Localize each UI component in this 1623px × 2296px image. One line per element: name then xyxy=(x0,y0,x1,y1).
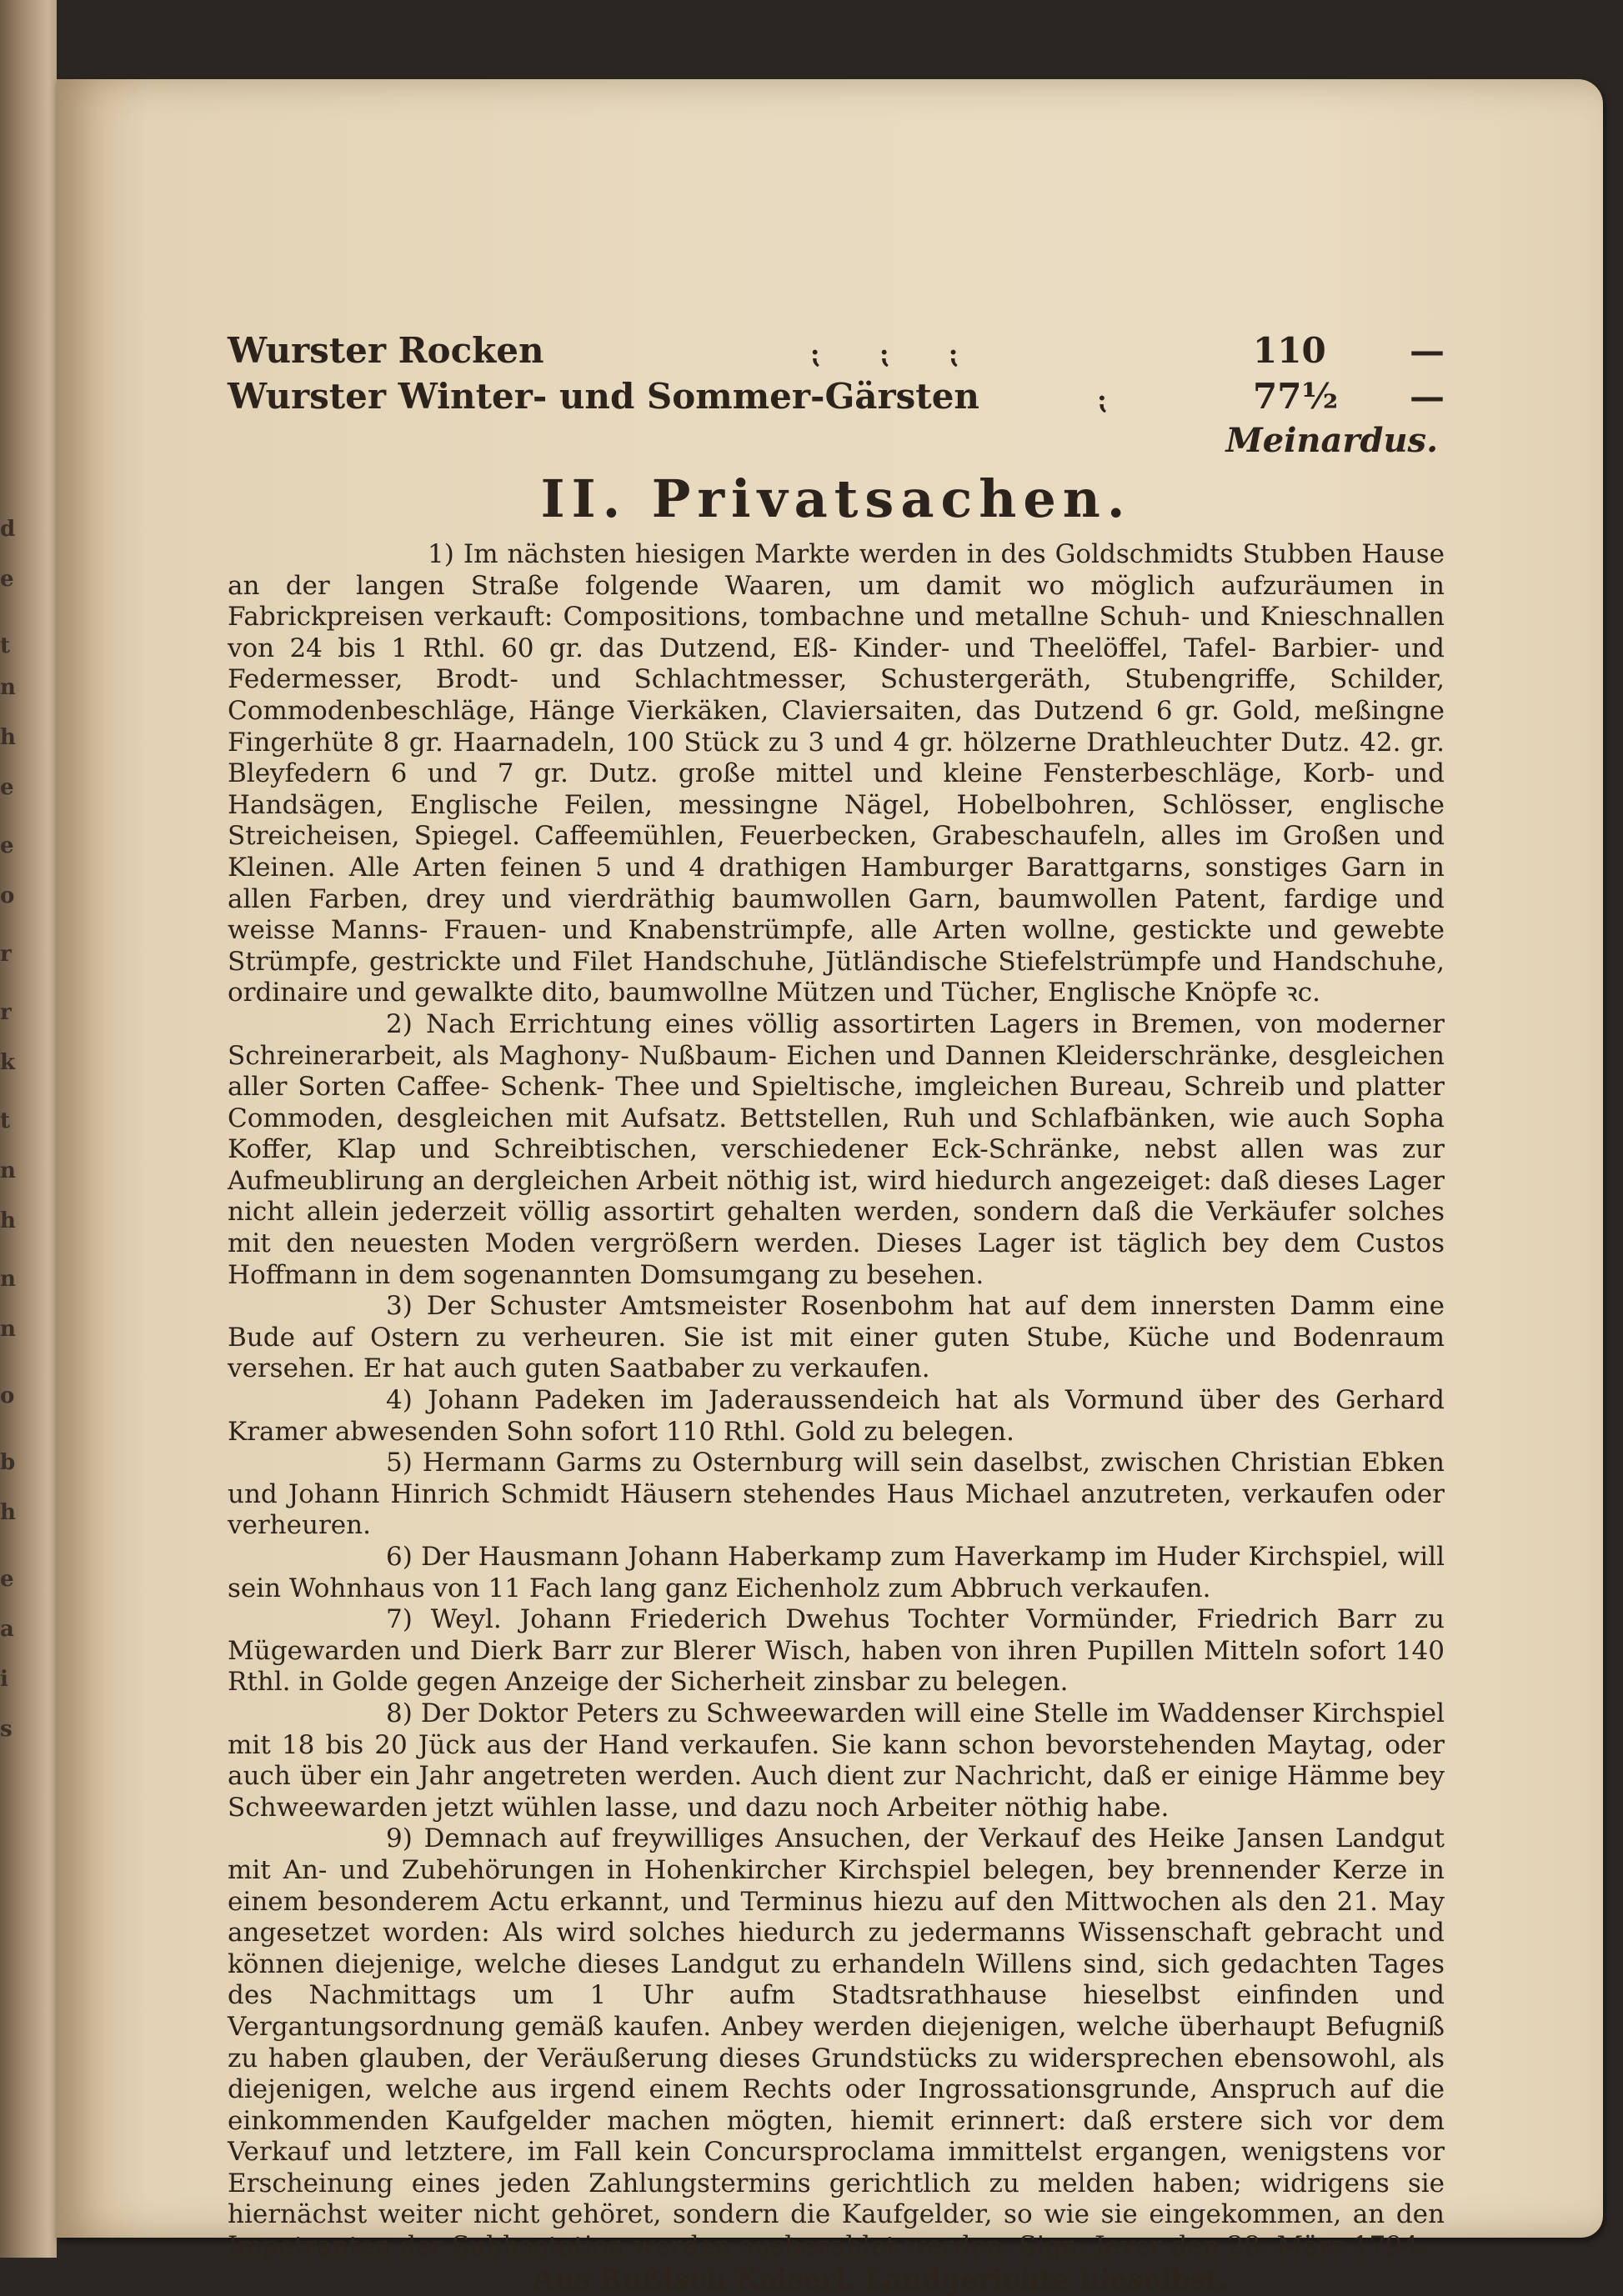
margin-fragment: r xyxy=(0,1000,12,1025)
margin-fragment: a xyxy=(0,1617,14,1642)
footer-note: Aus Rußisch Kaiserl. Landgerichte hieselbst. xyxy=(533,2262,1228,2295)
margin-fragment: e xyxy=(0,775,14,800)
paragraph-7: 7) Weyl. Johann Friederich Dwehus Tochter Vormünder, Friedrich Barr zu Mügewarden und Dierk Barr zur Blerer Wisch, haben von ihren Pupillen Mitteln sofort 140 Rthl. in Golde gegen Anzeige der Sicherheit zinsbar zu belegen. xyxy=(228,1604,1445,1698)
price-item-name: Wurster Winter- und Sommer-Gärsten xyxy=(228,376,979,417)
paragraph-4: 4) Johann Padeken im Jaderaussendeich hat als Vormund über des Gerhard Kramer abwesenden Sohn sofort 110 Rthl. Gold zu belegen. xyxy=(228,1385,1445,1447)
page xyxy=(57,79,1603,2295)
margin-fragment: i xyxy=(0,1667,8,1692)
price-row: Wurster Rocken ⁏ ⁏ ⁏ 110 — xyxy=(228,330,1445,371)
price-row: Wurster Winter- und Sommer-Gärsten ⁏ 77½ — xyxy=(228,376,1445,417)
margin-fragment: e xyxy=(0,567,14,592)
paragraph-1: 1) Im nächsten hiesigen Markte werden in des Goldschmidts Stubben Hause an der langen Straße folgende Waaren, um damit wo möglich aufzuräumen in Fabrickpreisen verkauft: Compositions, tombachne und metallne Schuh- und Knieschnallen von 24 bis 1 Rthl. 60 gr. das Dutzend, Eß- Kinder- und Theelöffel, Tafel- Barbier- und Federmesser, Brodt- und Schlachtmesser, Schustergeräth, Stubengriffe, Schilder, Commodenbeschläge, Hänge Vierkäken, Claviersaiten, das Dutzend 6 gr. Gold, meßingne Fingerhüte 8 gr. Haarnadeln, 100 Stück zu 3 und 4 gr. hölzerne Drathleuchter Dutz. 42. gr. Bleyfedern 6 und 7 gr. Dutz. große mittel und kleine Fensterbeschläge, Korb- und Handsägen, Englische Feilen, messingne Nägel, Hobelbohren, Schlösser, englische Streicheisen, Spiegel. Caffeemühlen, Feuerbecken, Grabeschaufeln, alles im Großen und Kleinen. Alle Arten feinen 5 und 4 drathigen Hamburger Barattgarns, sonstiges Garn in allen Farben, drey und vierdräthig baumwollen Garn, baumwollen Patent, fardige und weisse Manns- Frauen- und Knabenstrümpfe, alle Arten wollne, gestickte und gewebte Strümpfe, gestrickte und Filet Handschuhe, Jütländische Stiefelstrümpfe und Handschuhe, ordinaire und gewalkte dito, baumwollne Mützen und Tücher, Englische Knöpfe ꝛc. xyxy=(228,539,1445,1008)
price-value: 110 xyxy=(1253,330,1326,371)
margin-fragment: e xyxy=(0,833,14,858)
left-page-edge xyxy=(0,0,57,2258)
margin-fragment: t xyxy=(0,633,11,658)
price-value: 77½ xyxy=(1253,376,1339,417)
margin-fragment: n xyxy=(0,675,16,700)
margin-fragment: n xyxy=(0,1317,16,1342)
paragraph-5: 5) Hermann Garms zu Osternburg will sein daselbst, zwischen Christian Ebken und Johann Hinrich Schmidt Häusern stehendes Haus Michael anzutreten, verkaufen oder verheuren. xyxy=(228,1448,1445,1541)
margin-fragment: s xyxy=(0,1717,13,1742)
page-content xyxy=(228,329,1445,2296)
margin-fragment: k xyxy=(0,1050,16,1075)
paragraph-6: 6) Der Hausmann Johann Haberkamp zum Haverkamp im Huder Kirchspiel, will sein Wohnhaus von 11 Fach lang ganz Eichenholz zum Abbruch verkaufen. xyxy=(228,1542,1445,1603)
section-title: II. Privatsachen. xyxy=(540,468,1132,529)
paragraph-2: 2) Nach Errichtung eines völlig assortirten Lagers in Bremen, von moderner Schreinerarbeit, als Maghony- Nußbaum- Eichen und Dannen Kleiderschränke, desgleichen aller Sorten Caffee- Schenk- Thee und Spieltische, imgleichen Bureau, Schreib und platter Commoden, desgleichen mit Aufsatz. Bettstellen, Ruh und Schlafbänken, wie auch Sopha Koffer, Klap und Schreibtischen, verschiedener Eck-Schränke, nebst allen was zur Aufmeublirung an dergleichen Arbeit nöthig ist, wird hiedurch angezeiget: daß dieses Lager nicht allein jederzeit völlig assortirt gehalten werden, sondern daß die Verkäufer solches mit den neuesten Moden vergrößern werden. Dieses Lager ist täglich bey dem Custos Hoffmann in dem sogenannten Domsumgang zu besehen. xyxy=(228,1008,1445,1290)
margin-fragment: e xyxy=(0,1567,14,1592)
price-item-name: Wurster Rocken xyxy=(228,330,544,371)
margin-fragment: o xyxy=(0,883,15,908)
margin-fragment: n xyxy=(0,1158,16,1183)
margin-fragment: b xyxy=(0,1450,16,1475)
margin-fragment: n xyxy=(0,1267,16,1292)
price-suffix: — xyxy=(1410,330,1445,371)
margin-fragment: h xyxy=(0,1500,16,1525)
margin-fragment: o xyxy=(0,1383,15,1408)
margin-fragment: h xyxy=(0,725,16,750)
price-suffix: — xyxy=(1410,376,1445,417)
margin-fragment: t xyxy=(0,1108,11,1133)
paragraph-3: 3) Der Schuster Amtsmeister Rosenbohm hat auf dem innersten Damm eine Bude auf Ostern zu verheuren. Sie ist mit einer guten Stube, Küche und Bodenraum versehen. Er hat auch guten Saatbaber zu verkaufen. xyxy=(228,1291,1445,1384)
paragraph-8: 8) Der Doktor Peters zu Schweewarden will eine Stelle im Waddenser Kirchspiel mit 18 bis 20 Jück aus der Hand verkaufen. Sie kann schon bevorstehenden Maytag, oder auch über ein Jahr angetreten werden. Auch dient zur Nachricht, daß er einige Hämme bey Schweewarden jetzt wühlen lasse, und dazu noch Arbeiter nöthig habe. xyxy=(228,1698,1445,1823)
paragraph-9: 9) Demnach auf freywilliges Ansuchen, der Verkauf des Heike Jansen Landgut mit An- und Zubehörungen in Hohenkircher Kirchspiel belegen, bey brennender Kerze in einem besonderem Actu erkannt, und Terminus hiezu auf den Mittwochen als den 21. May angesetzet worden: Als wird solches hiedurch zu jedermanns Wissenschaft gebracht und können diejenige, welche dieses Landgut zu erhandeln Willens sind, sich gedachten Tages des Nachmittags um 1 Uhr aufm Stadtsrathhause hieselbst einfinden und Vergantungsordnung gemäß kaufen. Anbey werden diejenigen, welche überhaupt Befugniß zu haben glauben, der Veräußerung dieses Grundstücks zu widersprechen ebensowohl, als diejenigen, welche aus irgend einem Rechts oder Ingrossationsgrunde, Anspruch auf die einkommenden Kaufgelder machen mögten, hiemit erinnert: daß erstere sich vor dem Verkauf und letztere, im Fall kein Concursproclama immittelst ergangen, wenigstens vor Erscheinung eines jeden Zahlungstermins gerichtlich zu melden haben; widrigens sie hiernächst weiter nicht gehöret, sondern die Kaufgelder, so wie sie eingekommen, an den Impetranten der Subhastation werden ausbezahlet werden. Sign. Jever den 28. März 1794. xyxy=(228,1823,1445,2262)
margin-fragment: r xyxy=(0,942,12,967)
margin-fragment: d xyxy=(0,517,16,542)
signature: Meinardus. xyxy=(1225,421,1438,460)
margin-fragment: h xyxy=(0,1208,16,1233)
